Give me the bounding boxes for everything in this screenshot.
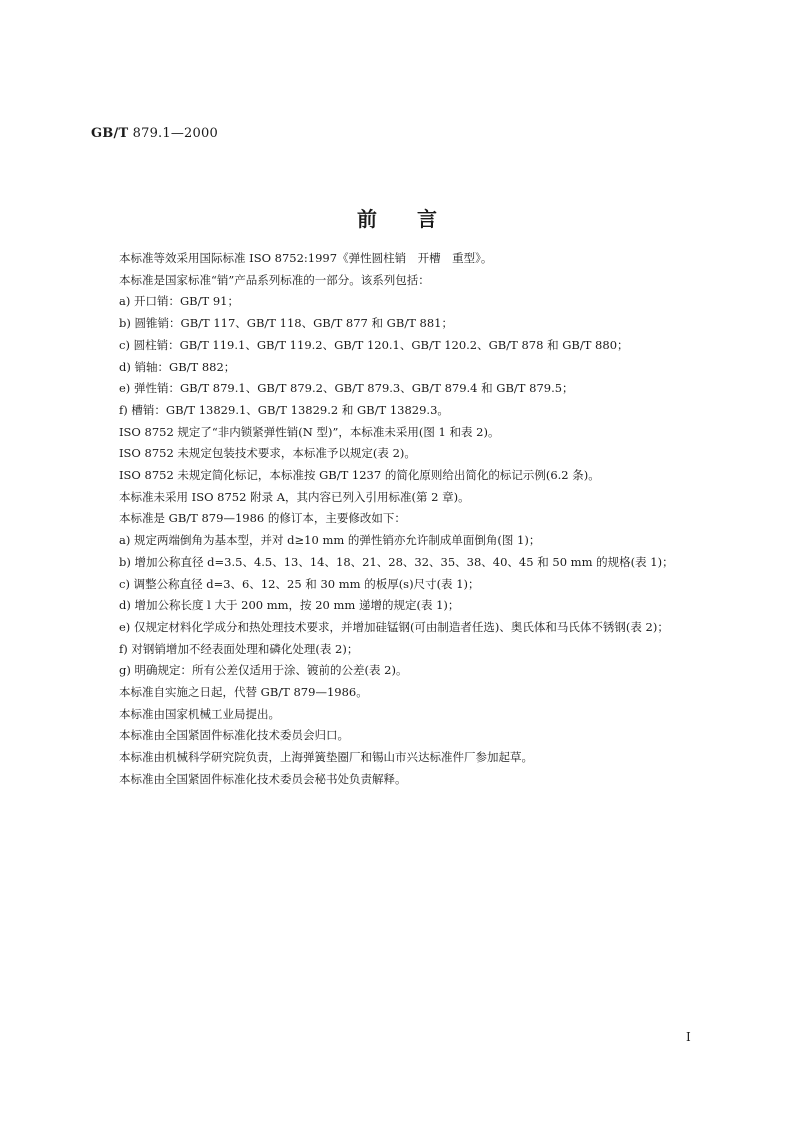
paragraph-centralized-by: 本标准由全国紧固件标准化技术委员会归口。 — [119, 728, 349, 743]
paragraph-adoption: 本标准等效采用国际标准 ISO 8752:1997《弹性圆柱销 开槽 重型》。 — [119, 251, 493, 265]
list-item-thickness: c) 调整公称直径 d=3、6、12、25 和 30 mm 的板厚(s)尺寸(表 1)； — [119, 576, 480, 591]
list-item-taper-pin: b) 圆锥销：GB/T 117、GB/T 118、GB/T 877 和 GB/T 881； — [119, 316, 453, 331]
standard-code — [91, 126, 218, 141]
page-title: 前言 — [357, 207, 477, 231]
paragraph-replaces: 本标准自实施之日起，代替 GB/T 879—1986。 — [119, 685, 368, 700]
list-item-chamfer: a) 规定两端倒角为基本型，并对 d≥10 mm 的弹性销亦允许制成单面倒角(图 1)； — [119, 533, 541, 548]
paragraph-proposed-by: 本标准由国家机械工业局提出。 — [119, 706, 280, 721]
list-item-material: e) 仅规定材料化学成分和热处理技术要求，并增加硅锰钢(可由制造者任选)、奥氏体和马氏体不锈钢(表 2)； — [119, 619, 669, 634]
standard-code-prefix: GB/T — [91, 126, 129, 141]
list-item-split-pin: a) 开口销：GB/T 91； — [119, 294, 239, 309]
paragraph-interpreted-by: 本标准由全国紧固件标准化技术委员会秘书处负责解释。 — [119, 771, 407, 786]
list-item-tolerance: g) 明确规定：所有公差仅适用于涂、镀前的公差(表 2)。 — [119, 663, 408, 678]
paragraph-series-intro: 本标准是国家标准“销”产品系列标准的一部分。该系列包括： — [119, 272, 430, 287]
list-item-surface: f) 对钢销增加不经表面处理和磷化处理(表 2)； — [119, 641, 359, 656]
paragraph-packaging: ISO 8752 未规定包装技术要求，本标准予以规定(表 2)。 — [119, 446, 416, 461]
paragraph-n-type: ISO 8752 规定了“非内锁紧弹性销(N 型)”，本标准未采用(图 1 和表 2)。 — [119, 424, 500, 439]
foreword-body — [91, 248, 707, 791]
paragraph-revision: 本标准是 GB/T 879—1986 的修订本，主要修改如下： — [119, 511, 406, 526]
list-item-clevis-pin: d) 销轴：GB/T 882； — [119, 359, 236, 374]
paragraph-marking: ISO 8752 未规定简化标记，本标准按 GB/T 1237 的简化原则给出简化的标记示例(6.2 条)。 — [119, 468, 600, 483]
paragraph-annex-a: 本标准未采用 ISO 8752 附录 A，其内容已列入引用标准(第 2 章)。 — [119, 489, 470, 504]
list-item-diameters: b) 增加公称直径 d=3.5、4.5、13、14、18、21、28、32、35、38、40、45 和 50 mm 的规格(表 1)； — [119, 554, 674, 569]
standard-code-number: 879.1—2000 — [128, 126, 218, 141]
list-item-grooved-pin: f) 槽销：GB/T 13829.1、GB/T 13829.2 和 GB/T 13829.3。 — [119, 402, 449, 417]
list-item-parallel-pin: c) 圆柱销：GB/T 119.1、GB/T 119.2、GB/T 120.1、GB/T 120.2、GB/T 878 和 GB/T 880； — [119, 337, 629, 352]
paragraph-drafted-by: 本标准由机械科学研究院负责，上海弹簧垫圈厂和锡山市兴达标准件厂参加起草。 — [119, 750, 533, 765]
page-number: I — [686, 1030, 691, 1044]
list-item-length: d) 增加公称长度 l 大于 200 mm，按 20 mm 递增的规定(表 1)； — [119, 598, 460, 613]
list-item-spring-pin: e) 弹性销：GB/T 879.1、GB/T 879.2、GB/T 879.3、GB/T 879.4 和 GB/T 879.5； — [119, 381, 574, 396]
